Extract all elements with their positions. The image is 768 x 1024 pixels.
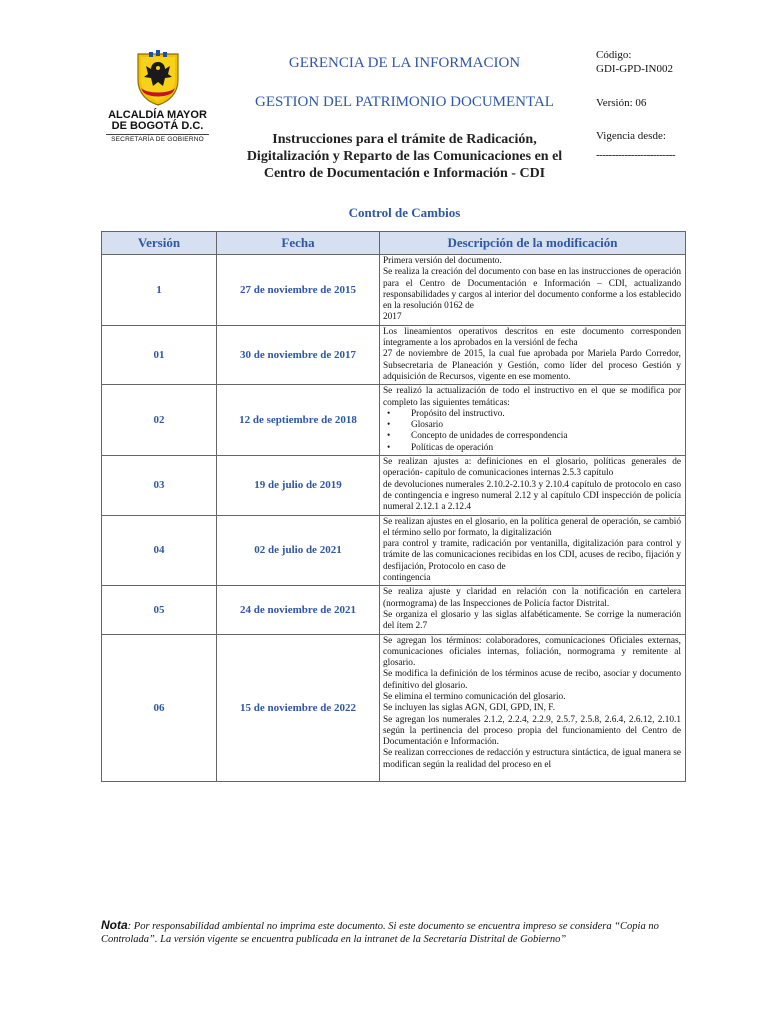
description-line: Se agregan los términos: colaboradores, comunicaciones Oficiales externas, comunicaciones oficiales internas, foliación, normograma y remitente al glosario. — [383, 635, 681, 669]
note-label: Nota — [101, 918, 128, 932]
row-description — [380, 634, 686, 781]
vigencia-label: Vigencia desde: — [596, 130, 666, 142]
list-item: • Glosario — [397, 420, 681, 431]
row-version: 05 — [102, 586, 217, 634]
row-version: 01 — [102, 325, 217, 384]
logo-title-line1: ALCALDÍA MAYOR — [108, 109, 207, 121]
description-line: de devoluciones numerales 2.10.2-2.10.3 y 2.10.4 capítulo de protocolo en caso de contingencia e ingreso numeral 2.12 y al capítulo CDI inspección de policía numeral 2.12.1 a 2.12.4 — [383, 479, 681, 513]
header-date: Fecha — [217, 232, 380, 255]
row-description — [380, 456, 686, 515]
document-title — [222, 131, 587, 182]
list-item: • Políticas de operación — [397, 443, 681, 454]
document-version: Versión: 06 — [596, 97, 647, 109]
list-item: • Concepto de unidades de correspondencia — [397, 431, 681, 442]
description-line: Se realizan ajustes en el glosario, en la política general de operación, se cambió el término sello por formato, la digitalización — [383, 516, 681, 538]
header-version: Versión — [102, 232, 217, 255]
note-text: : Por responsabilidad ambiental no imprima este documento. Si este documento se encuentra impreso se considera “Copia no Controlada”. La versión vigente se encuentra publicada en la intranet de la Secretaría Distrital de Gobierno” — [101, 921, 659, 945]
table-row — [102, 515, 686, 586]
description-line: Se realizan correcciones de redacción y estructura sintáctica, de igual manera se modifican según la realidad del proceso en el — [383, 748, 681, 770]
header-description: Descripción de la modificación — [380, 232, 686, 255]
table-row — [102, 255, 686, 326]
description-line: 27 de noviembre de 2015, la cual fue aprobada por Mariela Pardo Corredor, Subsecretaria de Planeación y Gestión, como líder del proceso Gestión y adquisición de Recursos, vigente en ese momento. — [383, 349, 681, 382]
document-title-line3: Centro de Documentación e Información - CDI — [263, 166, 546, 181]
logo-title — [100, 110, 215, 132]
row-description — [380, 385, 686, 456]
description-line: Se realiza la creación del documento con base en las instrucciones de operación para el Centro de Documentación e Información – CDI, actualizando responsabilidades y cargos al interior del documento conforme a los establecido en la resolución 0162 de — [383, 267, 681, 312]
description-line: Se realizó la actualización de todo el instructivo en el que se modifica por completo las siguientes temáticas: — [383, 386, 681, 408]
table-row — [102, 325, 686, 384]
description-line: Los lineamientos operativos descritos en este documento corresponden íntegramente a los aprobados en la versiónl de fecha — [383, 326, 681, 349]
logo-title-line2: DE BOGOTÁ D.C. — [111, 120, 204, 132]
description-line: Se elimina el termino comunicación del glosario. — [383, 691, 566, 702]
row-date: 19 de julio de 2019 — [217, 456, 380, 515]
row-version: 04 — [102, 515, 217, 586]
coat-of-arms-icon — [135, 50, 181, 106]
table-row — [102, 634, 686, 781]
document-title-line2: Digitalización y Reparto de las Comunicaciones en el — [246, 149, 563, 164]
row-date: 02 de julio de 2021 — [217, 515, 380, 586]
description-line: Primera versión del documento. — [383, 256, 502, 266]
row-version: 06 — [102, 634, 217, 781]
table-row — [102, 586, 686, 634]
row-date: 30 de noviembre de 2017 — [217, 325, 380, 384]
row-date: 15 de noviembre de 2022 — [217, 634, 380, 781]
changes-table — [101, 231, 686, 782]
row-description — [380, 515, 686, 586]
description-line: 2017 — [383, 312, 402, 323]
row-version: 1 — [102, 255, 217, 326]
row-version: 02 — [102, 385, 217, 456]
row-version: 03 — [102, 456, 217, 515]
code-value: GDI-GPD-IN002 — [596, 63, 673, 75]
row-description — [380, 255, 686, 326]
list-item: • Propósito del instructivo. — [397, 409, 681, 420]
description-line: Se incluyen las siglas AGN, GDI, GPD, IN, F. — [383, 703, 556, 714]
table-row — [102, 456, 686, 515]
table-header-row — [102, 232, 686, 255]
row-description — [380, 325, 686, 384]
document-title-line1: Instrucciones para el trámite de Radicación, — [272, 132, 537, 147]
alcaldia-logo — [100, 50, 215, 143]
process-title: GESTION DEL PATRIMONIO DOCUMENTAL — [255, 94, 554, 110]
row-date: 27 de noviembre de 2015 — [217, 255, 380, 326]
code-label: Código: — [596, 49, 632, 61]
logo-subtitle: SECRETARÍA DE GOBIERNO — [106, 134, 209, 143]
row-date: 24 de noviembre de 2021 — [217, 586, 380, 634]
footer-note — [101, 919, 691, 946]
org-title: GERENCIA DE LA INFORMACION — [288, 55, 521, 71]
description-line: Se realizan ajustes a: definiciones en el glosario, políticas generales de operación- capítulo de comunicaciones internas 2.5.3 capítulo — [383, 457, 681, 479]
document-code — [596, 48, 673, 76]
row-date: 12 de septiembre de 2018 — [217, 385, 380, 456]
description-line: Se realiza ajuste y claridad en relación con la notificación en cartelera (normograma) de las Inspecciones de Policía factor Distrital. — [383, 587, 681, 609]
document-vigencia — [596, 129, 675, 162]
description-line: Se agregan los numerales 2.1.2, 2.2.4, 2.2.9, 2.5.7, 2.5.8, 2.6.4, 2.6.12, 2.10.1 según la pertinencia del proceso propia del funcionamiento del Centro de Documentación e Información. — [383, 714, 681, 748]
control-changes-title: Control de Cambios — [348, 205, 461, 220]
topics-list — [383, 409, 681, 454]
description-line: Se modifica la definición de los términos acuse de recibo, asociar y documento definitivo del glosario. — [383, 669, 681, 691]
description-line: Se organiza el glosario y las siglas alfabéticamente. Se corrige la numeración del ítem 2.7 — [383, 609, 681, 632]
description-line: para control y tramite, radicación por ventanilla, digitalización para control y trámite de las comunicaciones recibidas en los CDI, acuses de recibo, fijación y desfijación, Protocolo en caso de — [383, 539, 681, 572]
description-line: contingencia — [383, 573, 431, 584]
row-description — [380, 586, 686, 634]
vigencia-line: ------------------------- — [596, 149, 676, 161]
table-row — [102, 385, 686, 456]
